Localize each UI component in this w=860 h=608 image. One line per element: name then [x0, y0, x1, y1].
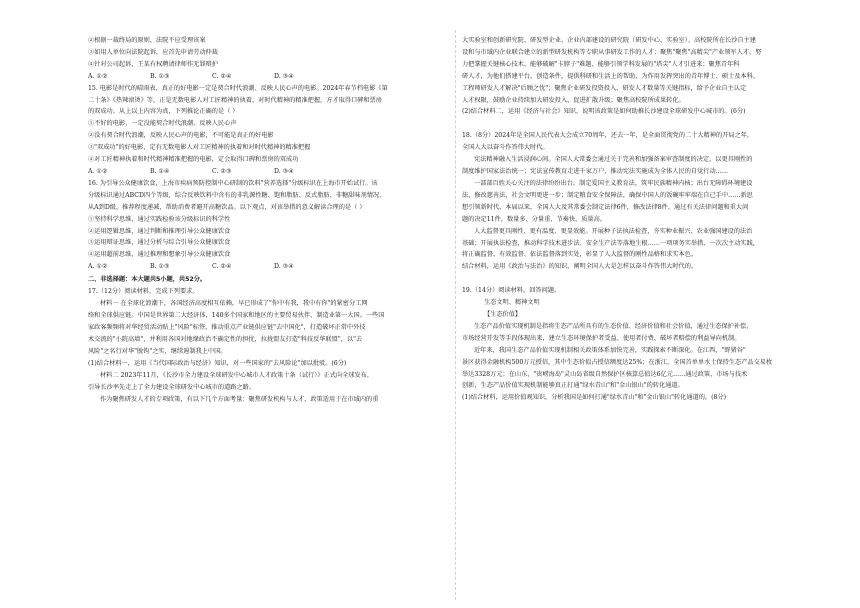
- q18-paragraph-line: 宪法精神融入生活浸润心间。全国人大常委会通过关于完善和加强备案审查制度的决定，以更具刚性的: [474, 156, 753, 164]
- choice-a: A. ①②: [88, 72, 108, 80]
- q16-statement: ③运用辩证思维，通过分析与综合引导公众健康饮食: [88, 239, 231, 247]
- q18-paragraph-line: 想引领新时代，本届以来，全国人大及其常委会制定法律6件，修改法律8件，通过有关法律问题和重大问: [462, 203, 749, 211]
- q15-statement: ①不好的电影，一定没能契合时代浪潮、反映人民心声: [88, 120, 237, 128]
- q19-paragraph-line: 生态产品价值实现机制是指将生态产品所具有的生态价值、经济价值和社会价值，通过生态保护补偿、: [474, 322, 753, 330]
- q19-paragraph-line: 近年来，我国生态产品价值实现机制相关政策体系加快完善，实践探索不断深化。在江西，"野猪谷": [474, 346, 746, 354]
- q17-material-2-cont: 人才权限，鼓励企业持续加大研发投入，促进扩散升级；聚焦高校院所成果转化。: [462, 96, 685, 104]
- q19-paragraph-line: 景区获得金融机构500万元授信，其中生态价值占授信额度达25%；在浙江，全国首单单水土保持生态产品交易枚: [462, 358, 773, 366]
- choice-b: B. ①③: [150, 72, 170, 80]
- q16-choices: [88, 262, 448, 272]
- choice-c: C. ②④: [212, 72, 232, 80]
- q17-material-1-line: 材料一 在全球化浪潮下，各国经济高度相互依赖，早已形成了"你中有我，我中有你"的紧密分工网: [100, 300, 368, 308]
- choice-a: A. ①②: [88, 167, 108, 175]
- q15-statement: ③"双成功"的好电影，定有无数电影人对工匠精神的执着和对时代精神的精准把握: [88, 144, 311, 152]
- q19-paragraph-line: 创新，生态产品价值实现机制能够真正打通"绿水青山"和"金山银山"的转化通道。: [462, 382, 684, 390]
- q17-material-2-line: 作为聚焦研发人才的专项政策，有以下几个方面考量：聚焦研发机构与人才，政策适用于在市域内的重: [100, 395, 379, 403]
- q19-section-label: 【生态价值】: [484, 311, 522, 319]
- q18-stem-line: 18.（8分）2024年是全国人民代表大会成立70周年，还去一年，是全面贯彻党的二十大精神的开局之年，: [462, 132, 754, 140]
- q17-material-2-cont: 力把掌握关键核心技术、能够破解"卡脖子"难题、能够引领学科发展的"塔尖"人才引进来；聚焦青年科: [462, 60, 740, 68]
- q18-subquestion: 结合材料，运用《政治与法治》的知识，阐明全国人大是怎样以奋斗作答伟大时代的。: [462, 263, 698, 271]
- q15-choices: [88, 167, 448, 177]
- q17-material-2-line: 材料二 2023年11月，《长沙市全力建设全球研发中心城市人才政策十条（试行）》正式向全球发布，: [100, 371, 374, 379]
- section-heading: 二、非选择题：本大题共5小题，共52分。: [88, 275, 207, 283]
- q17-material-2-cont: 工程师研发人才解决"后顾之忧"；聚焦企业研发投资投入、研发人才数量等关键指标，给予企业自主认定: [462, 84, 747, 92]
- q19-paragraph-line: 市场经营开发等手段体现出来，建立生态环境保护者受益、使用者付费、破坏者赔偿的利益导向机制。: [462, 334, 741, 342]
- q15-stem-line: 二十条》《热辣滚烫》等，正是无数电影人对工匠精神的执着，对时代精神的精准把握，方才取得口碑和票房: [88, 96, 382, 104]
- q19-title: 生态文明、精神文明: [484, 299, 540, 307]
- q16-stem-line: 16. 为引导公众健康饮食，上海市疾病预防控制中心研制的饮料"营养选择"分级标识在上海市开始试行。该: [88, 179, 378, 187]
- q17-material-1-line: 术交流的"小院高墙"，并利用各国对地缘政治不确定性的担忧，拉拢盟友打造"科技反华联盟"，以"去: [88, 336, 363, 344]
- q14-option-line: ②根据一裁终局的原则，法院不应受理该案: [88, 37, 206, 44]
- q18-paragraph-line: 制度维护国家法治统一；宪法宣传教育走进千家万户，推动宪法实施成为全体人民的自觉行动……: [462, 168, 729, 176]
- q18-paragraph-line: 将正确监督、有效监督、依法监督落到实处，彰显了人大监督的刚性品格和求实本色。: [462, 251, 698, 259]
- q17-material-1-line: 络和全球供应链。中国是世界第二大经济体，140多个国家和地区的主要贸易伙伴、制造业第一大国。一些国: [88, 312, 385, 320]
- q17-subquestion-2: (2)结合材料二，运用《经济与社会》知识，说明该政策是如何助推长沙建设全球研发中心城市的。(6分): [462, 108, 746, 116]
- q18-paragraph-line: 人大监督更具刚性、更有温度、更显效能。开展种子法执法检查，夯实种业振兴、农业强国建设的法治: [474, 227, 753, 235]
- q15-statement: ②没有契合时代浪潮，反映人民心声的电影，不可能是真正的好电影: [88, 132, 274, 140]
- right-column: [462, 36, 828, 598]
- choice-d: D. ③④: [274, 263, 294, 271]
- q16-statement: ④运用超前思维，通过推理和想象引导公众健康饮食: [88, 251, 231, 259]
- q17-material-1-line: 风险"之名行对华"脱钩"之实，继续遏制我上中国。: [88, 347, 227, 355]
- q17-stem: 17.（12分）阅读材料，完成下列要求。: [88, 288, 199, 296]
- choice-c: C. ②③: [212, 167, 232, 175]
- q17-material-1-line: 家政客频频将对华经贸活动贴上"风险"标签，推动重点产业链供应链"去中国化"，打造破坏正常中外技: [88, 324, 366, 332]
- q19-stem: 19.（14分）阅读材料，回答问题。: [462, 287, 561, 295]
- q15-stem-line: 的双成功。从上以上内容为真，下列推论正确的是（ ）: [88, 108, 239, 116]
- q16-stem-line: 从A到D级，推荐程度递减，帮助消费者避开高糖饮品。以下观点，对该举措的意义解读合理的是（ ）: [88, 203, 366, 211]
- q14-option-line: ④针对公司起诉，王某有权聘请律师作无罪辩护: [88, 60, 218, 68]
- choice-d: D. ③④: [274, 72, 294, 80]
- q14-choices: [88, 72, 448, 82]
- q19-paragraph-line: 举达3328万元；在山东，"贵崂海岛"灵山岛省级自然保护区核算总值达6亿元……通过政策、市场与技术: [462, 370, 748, 378]
- left-column: [88, 36, 448, 598]
- q15-statement: ④对工匠精神执着和时代精神精准把握的电影，定会取得口碑和票房的双成功: [88, 156, 299, 164]
- q17-subquestion-1: (1)结合材料一，运用《当代国际政治与经济》知识，对一些国家的"去风险论"加以批驳。(6分): [88, 359, 347, 367]
- q17-material-2-cont: 大实验室和创新研究院、研发型企业、企业内部建设的研究院（研发中心、实验室）、高校院所在长沙自主建: [462, 37, 756, 44]
- q18-paragraph-line: 基础；开展执法检查，推动科学技术进步法、安全生产法等落地生根……一项项务实举措、一次次主动实践，: [462, 239, 759, 247]
- q18-paragraph-line: 法，修改慈善法，社会文明更进一步；制定粮食安全保障法，确保中国人的饭碗牢牢端在自己手中……新思: [462, 191, 753, 199]
- q18-paragraph-line: 一部部百姓关心关注的法律纷纷出台。制定爱国主义教育法，筑牢民族精神内核；出台无障碍环境建设: [474, 179, 753, 187]
- fold-line: [455, 30, 456, 600]
- q16-statement: ①坚持科学思维，通过实践检验该分级标识的科学性: [88, 215, 231, 223]
- q17-material-2-cont: 研人才，为他们搭建平台、创造条件，提供科研和生活上的帮助，为作用发挥突出的青年博士、硕士及本科、: [462, 72, 759, 80]
- q17-material-2-cont: 设和与市域内企业联合建立的新型研发机构等专职从事研发工作的人才；聚焦"聚焦"高精尖"产业领军人才，努: [462, 48, 762, 56]
- q16-stem-line: 分级标识通过ABCD四个等级，综合反映饮料中含有的非乳源性糖、饱和脂肪、反式脂肪、非糖甜味剂情况，: [88, 191, 386, 199]
- q16-statement: ②运用逻辑思维，通过判断和推理引导公众健康饮食: [88, 227, 231, 235]
- q18-stem-line: 全国人大以奋斗作答伟大时代。: [462, 144, 549, 152]
- q17-material-2-line: 引导长沙率先走上了全力建设全球研发中心城市的道路之路。: [88, 383, 256, 391]
- q18-paragraph-line: 题的决定11件，数量多、分量重、节奏快、质量高。: [462, 215, 606, 223]
- choice-d: D. ③④: [274, 167, 294, 175]
- choice-a: A. ①②: [88, 263, 108, 271]
- choice-b: B. ①③: [150, 263, 170, 271]
- q19-subquestion-1: (1)结合材料，运用价值观知识，分析我国是如何打通"绿水青山"和"金山银山"转化通道的。(8分): [462, 394, 727, 402]
- choice-b: B. ①④: [150, 167, 170, 175]
- q14-option-line: ③如用人单位向法院起诉，应首先申请劳动仲裁: [88, 48, 218, 56]
- choice-c: C. ②④: [212, 263, 232, 271]
- q15-stem-line: 15. 电影是时代的晴雨表，真正的好电影一定是契合时代浪潮、反映人民心声的电影。2024年春节档电影《第: [88, 84, 388, 92]
